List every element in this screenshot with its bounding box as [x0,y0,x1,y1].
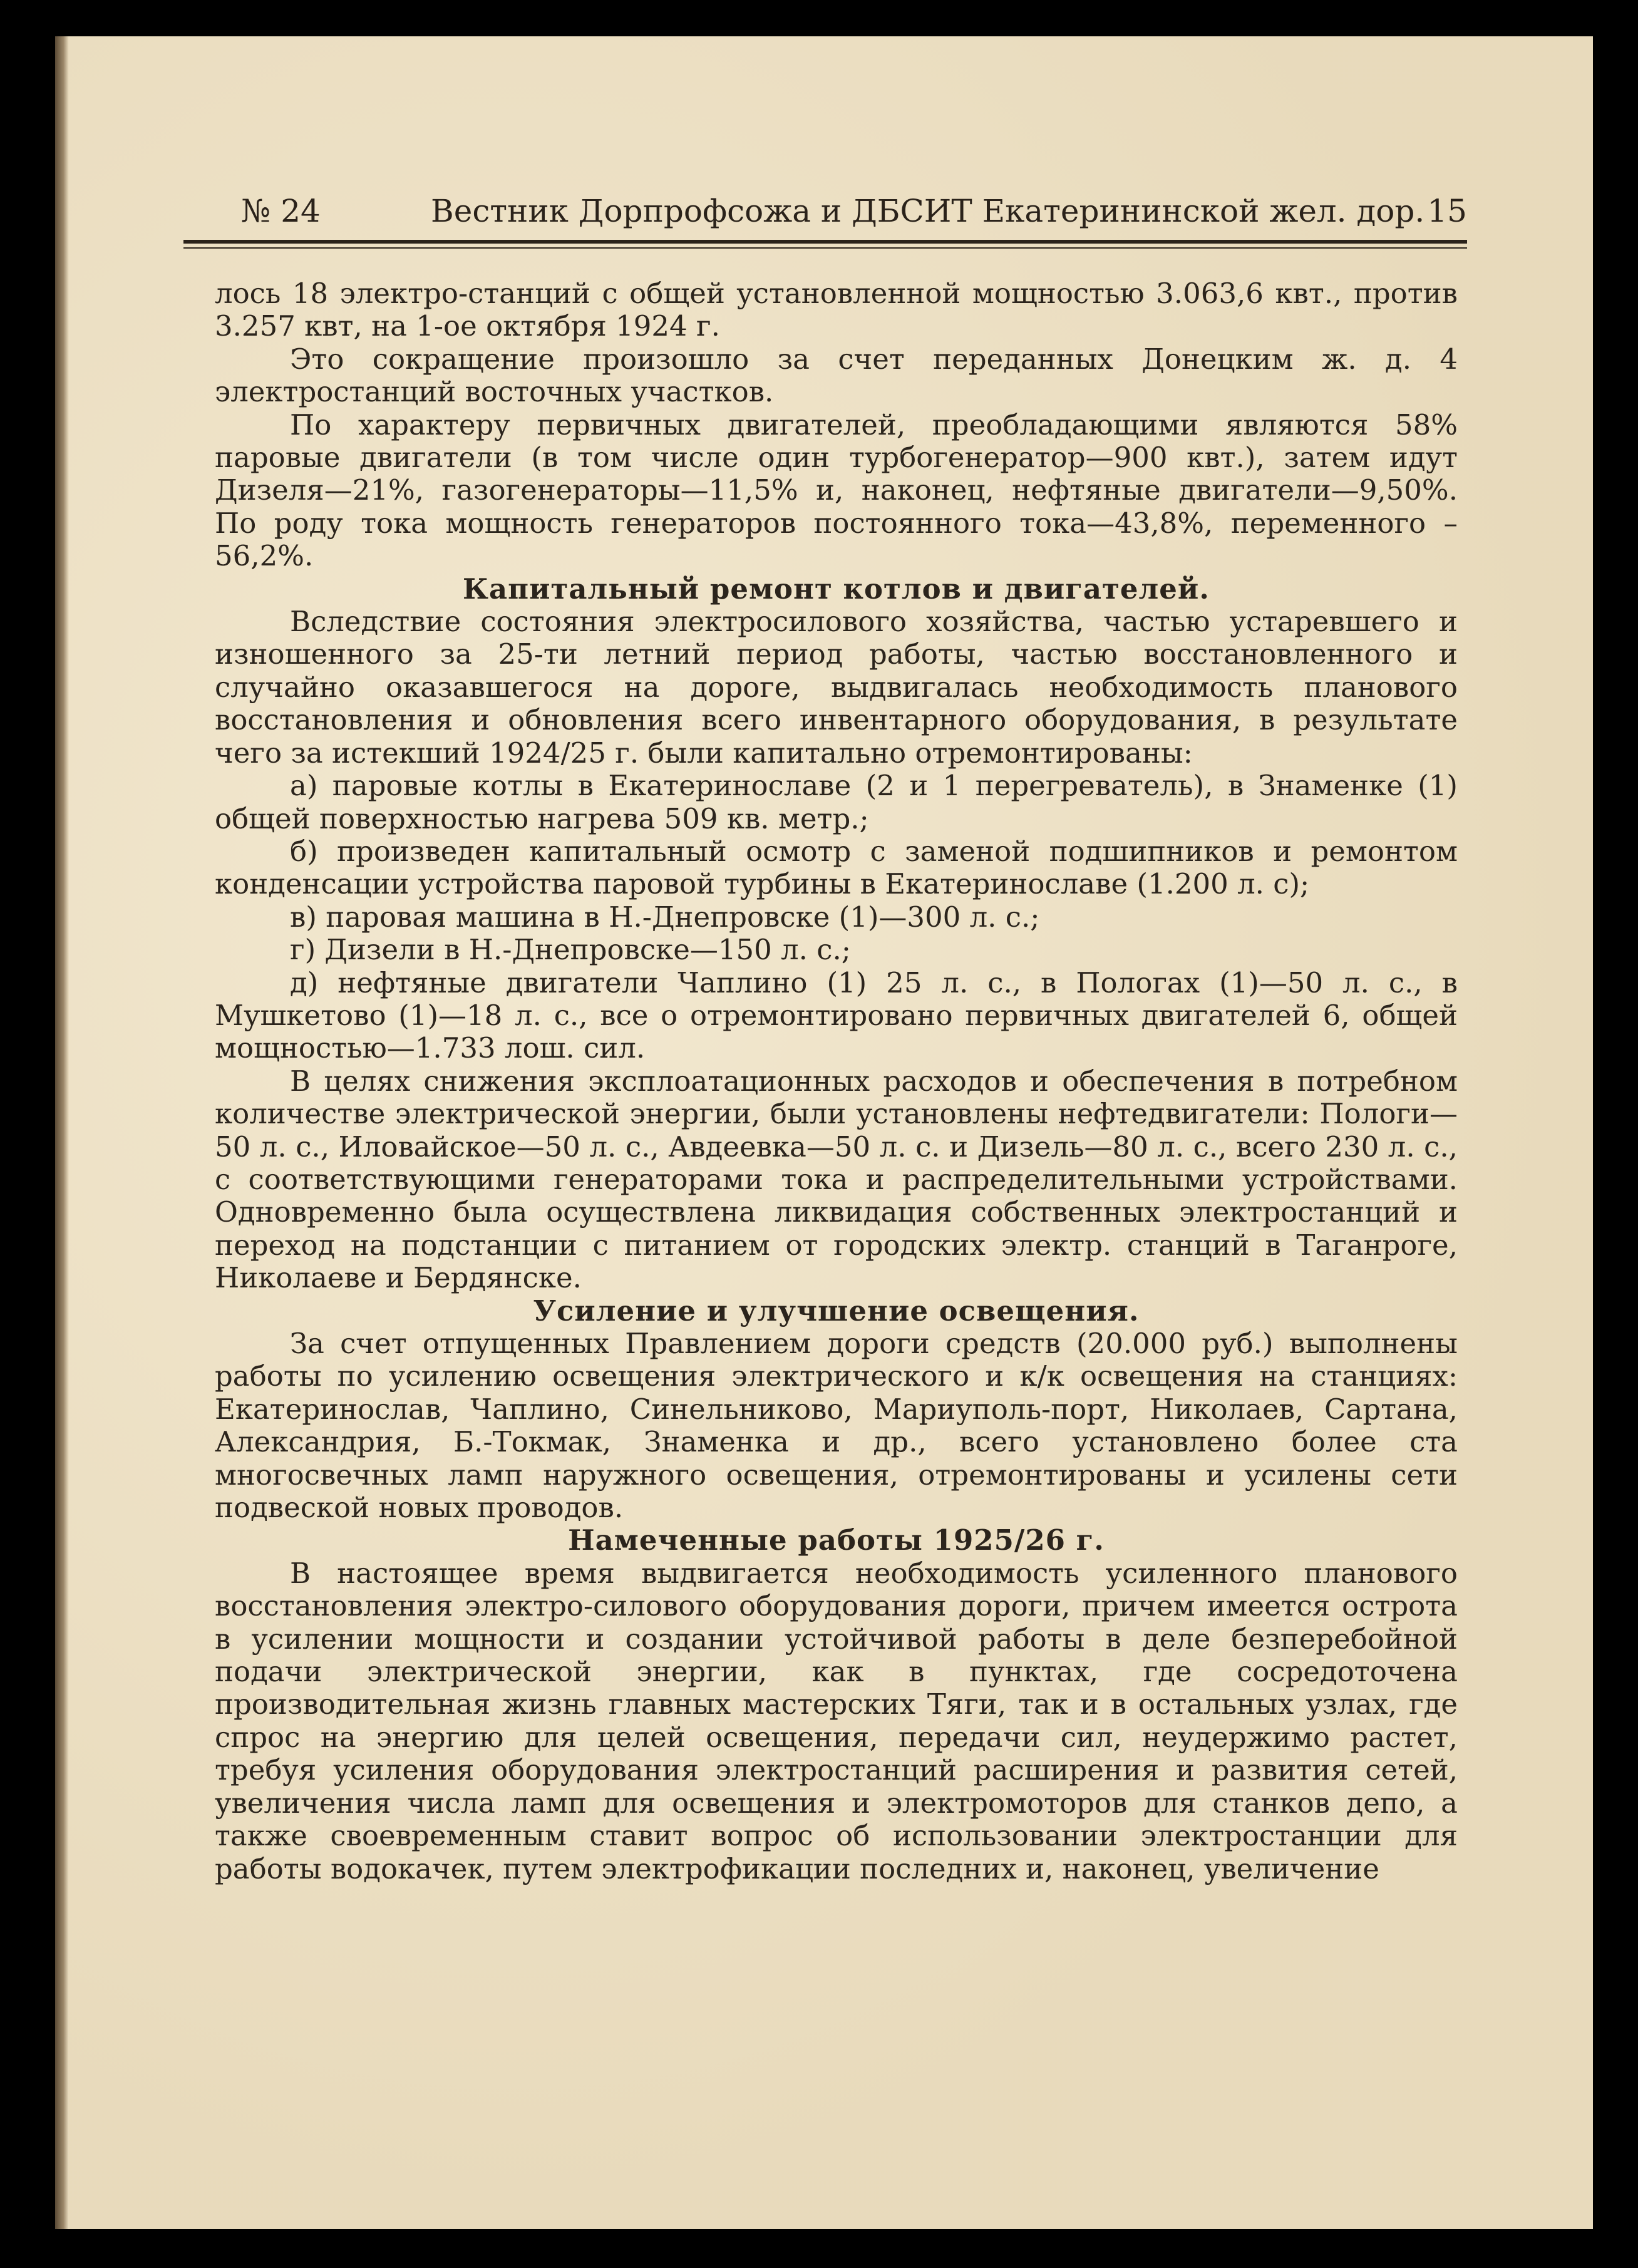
running-header [183,168,1467,237]
paragraph: В настоящее время выдвигается необходимость усиленного планового восстановления электро-силового оборудования дороги, причем имеется острота в усилении мощности и создании устойчивой работы в деле безперебойной подачи электрической энергии, как в пунктах, где сосредоточена производительная жизнь главных мастерских Тяги, так и в остальных узлах, где спрос на энергию для целей освещения, передачи сил, неудержимо растет, требуя усиления оборудования электростанций расширения и развития сетей, увеличения числа ламп для освещения и электромоторов для станков депо, а также своевременным ставит вопрос об использовании электростанции для работы водокачек, путем электрофикации последних и, наконец, увеличение [215,1556,1458,1885]
paragraph: в) паровая машина в Н.-Днепровске (1)—300 л. с.; [290,900,1040,934]
paragraph: г) Дизели в Н.-Днепровске—150 л. с.; [290,933,851,967]
document-page [55,36,1593,2229]
paragraph: б) произведен капитальный осмотр с заменой подшипников и ремонтом конденсации устройства паровой турбины в Екатеринославе (1.200 л. с); [215,834,1458,901]
header-rule [183,240,1467,244]
journal-title: Вестник Дорпрофсожа и ДБСИТ Екатерининской жел. дор. [431,193,1425,229]
section-heading: Усиление и улучшение освещения. [533,1294,1140,1327]
paragraph: лось 18 электро-станций с общей установленной мощностью 3.063,6 квт., против 3.257 квт, на 1-ое октября 1924 г. [215,277,1458,343]
page-number: 15 [1427,193,1467,229]
body-text [215,277,1458,1885]
issue-number: № 24 [241,193,321,229]
section-heading: Капитальный ремонт котлов и двигателей. [463,572,1210,606]
paragraph: а) паровые котлы в Екатеринославе (2 и 1 перегреватель), в Знаменке (1) общей поверхностью нагрева 509 кв. метр.; [215,769,1458,835]
paragraph: В целях снижения эксплоатационных расходов и обеспечения в потребном количестве электрической энергии, были установлены нефтедвигатели: Пологи—50 л. с., Иловайское—50 л. с., Авдеевка—50 л. с. и Дизель—80 л. с., всего 230 л. с., с соответствующими генераторами тока и распределительными устройствами. Одновременно была осуществлена ликвидация собственных электростанций и переход на подстанции с питанием от городских электр. станций в Таганроге, Николаеве и Бердянске. [215,1064,1458,1295]
paragraph: Вследствие состояния электросилового хозяйства, частью устаревшего и изношенного за 25-ти летний период работы, частью восстановленного и случайно оказавшегося на дороге, выдвигалась необходимость планового восстановления и обновления всего инвентарного оборудования, в результате чего за истекший 1924/25 г. были капитально отремонтированы: [215,605,1458,770]
paragraph: За счет отпущенных Правлением дороги средств (20.000 руб.) выполнены работы по усилению освещения электрического и к/к освещения на станциях: Екатеринослав, Чаплино, Синельниково, Мариуполь-порт, Николаев, Сартана, Александрия, Б.-Токмак, Знаменка и др., всего установлено более ста многосвечных ламп наружного освещения, отремонтированы и усилены сети подвеской новых проводов. [215,1327,1458,1525]
section-heading: Намеченные работы 1925/26 г. [568,1523,1105,1557]
paragraph: По характеру первичных двигателей, преобладающими являются 58% паровые двигатели (в том числе один турбогенератор—900 квт.), затем идут Дизеля—21%, газогенераторы—11,5% и, наконец, нефтяные двигатели—9,50%. По роду тока мощность генераторов постоянного тока—43,8%, переменного – 56,2%. [215,408,1458,573]
paragraph: Это сокращение произошло за счет переданных Донецким ж. д. 4 электростанций восточных участков. [215,342,1458,409]
page-spine-shadow [55,36,69,2229]
header-rule-thin [183,247,1467,249]
paragraph: д) нефтяные двигатели Чаплино (1) 25 л. с., в Пологах (1)—50 л. с., в Мушкетово (1)—18 л. с., все о отремонтировано первичных двигателей 6, общей мощностью—1.733 лош. сил. [215,966,1458,1065]
